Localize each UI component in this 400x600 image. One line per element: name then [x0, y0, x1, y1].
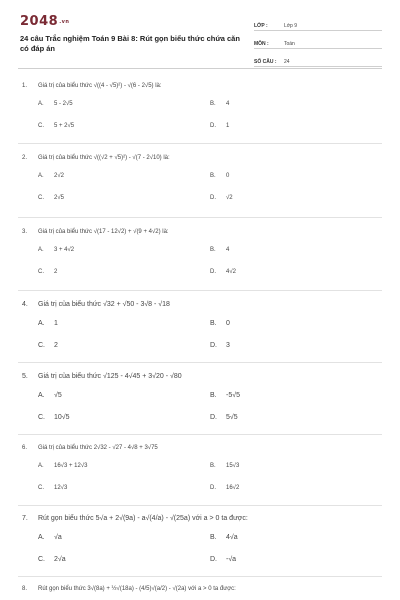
option-text: 5√5	[226, 414, 238, 421]
option-letter: C.	[38, 414, 45, 421]
question-divider	[18, 290, 382, 291]
question-number: 4.	[22, 301, 28, 308]
option-letter: C.	[38, 123, 44, 129]
question-number: 1.	[22, 83, 28, 89]
question-number: 8.	[22, 586, 28, 592]
option-d[interactable]	[210, 195, 233, 201]
question-text: Giá trị của biểu thức √32 + √50 - 3√8 - √18	[38, 301, 170, 308]
option-text: 0	[226, 320, 230, 327]
option-letter: A.	[38, 173, 44, 179]
option-a[interactable]	[38, 101, 73, 107]
option-text: 2√5	[54, 195, 64, 201]
option-letter: A.	[38, 101, 44, 107]
question-2	[22, 155, 382, 201]
document-title: 24 câu Trắc nghiệm Toán 9 Bài 8: Rút gọn biểu thức chứa căn có đáp án	[20, 34, 240, 53]
question-text: Giá trị của biểu thức √((4 - √5)²) - √(6 - 2√5) là:	[38, 83, 162, 89]
option-d[interactable]	[210, 123, 229, 129]
meta-key: MÔN :	[254, 41, 269, 47]
option-d[interactable]	[210, 414, 238, 421]
option-letter: D.	[210, 342, 217, 349]
option-text: 5 + 2√5	[54, 123, 75, 129]
option-a[interactable]	[38, 173, 64, 179]
option-b[interactable]	[210, 463, 239, 469]
option-b[interactable]	[210, 534, 238, 541]
option-text: 15√3	[226, 463, 240, 469]
meta-row-subject	[254, 34, 382, 49]
option-letter: B.	[210, 534, 217, 541]
meta-box	[254, 16, 382, 70]
option-letter: B.	[210, 101, 216, 107]
meta-row-count	[254, 52, 382, 67]
option-letter: C.	[38, 556, 45, 563]
option-text: 3 + 4√2	[54, 247, 75, 253]
question-divider	[18, 505, 382, 506]
option-letter: B.	[210, 463, 216, 469]
option-c[interactable]	[38, 556, 66, 563]
meta-row-class	[254, 16, 382, 31]
option-letter: C.	[38, 195, 44, 201]
option-letter: D.	[210, 195, 216, 201]
option-a[interactable]	[38, 392, 62, 399]
option-text: √2	[226, 195, 233, 201]
option-b[interactable]	[210, 247, 229, 253]
meta-key: LỚP :	[254, 23, 268, 29]
options	[22, 308, 382, 348]
question-divider	[18, 362, 382, 363]
option-text: 0	[226, 173, 230, 179]
option-letter: A.	[38, 392, 45, 399]
option-text: 1	[226, 123, 230, 129]
option-text: √5	[54, 392, 62, 399]
option-a[interactable]	[38, 534, 62, 541]
question-1	[22, 83, 382, 129]
option-c[interactable]	[38, 414, 70, 421]
option-text: 16√2	[226, 485, 240, 491]
option-letter: D.	[210, 485, 216, 491]
question-number: 5.	[22, 373, 28, 380]
options	[22, 380, 382, 420]
option-b[interactable]	[210, 101, 229, 107]
option-text: 12√3	[54, 485, 68, 491]
question-4	[22, 301, 382, 348]
question-5	[22, 373, 382, 420]
option-letter: B.	[210, 392, 217, 399]
option-text: -√a	[226, 556, 237, 563]
option-letter: A.	[38, 463, 44, 469]
option-text: 4	[226, 101, 230, 107]
question-text: Rút gọn biểu thức 5√a + 2√(9a) - a√(4/a) - √(25a) với a > 0 ta được:	[38, 515, 248, 522]
option-c[interactable]	[38, 123, 74, 129]
option-letter: B.	[210, 320, 217, 327]
option-b[interactable]	[210, 173, 229, 179]
option-text: 3	[226, 342, 230, 349]
option-text: 5 - 2√5	[54, 101, 73, 107]
option-a[interactable]	[38, 463, 87, 469]
question-divider	[18, 143, 382, 144]
option-c[interactable]	[38, 269, 57, 275]
logo-suffix: .vn	[59, 18, 70, 25]
option-b[interactable]	[210, 392, 240, 399]
option-c[interactable]	[38, 342, 58, 349]
option-text: 2√a	[54, 556, 66, 563]
option-letter: A.	[38, 247, 44, 253]
option-letter: C.	[38, 485, 44, 491]
question-number: 6.	[22, 445, 28, 451]
options	[22, 235, 382, 275]
option-text: 16√3 + 12√3	[54, 463, 88, 469]
option-letter: D.	[210, 269, 216, 275]
question-7	[22, 515, 382, 562]
option-a[interactable]	[38, 320, 58, 327]
question-text: Giá trị của biểu thức √((√2 + √5)²) - √(7 - 2√10) là:	[38, 155, 170, 161]
question-divider	[18, 576, 382, 577]
options	[22, 161, 382, 201]
question-number: 7.	[22, 515, 28, 522]
question-3	[22, 229, 382, 275]
option-d[interactable]	[210, 485, 239, 491]
question-divider	[18, 434, 382, 435]
header-divider	[18, 68, 382, 69]
option-letter: D.	[210, 414, 217, 421]
option-b[interactable]	[210, 320, 230, 327]
option-letter: B.	[210, 247, 216, 253]
option-d[interactable]	[210, 342, 230, 349]
option-letter: B.	[210, 173, 216, 179]
option-letter: D.	[210, 556, 217, 563]
question-text: Giá trị của biểu thức √125 - 4√45 + 3√20 - √80	[38, 373, 182, 380]
logo-text: 2048	[20, 14, 59, 29]
option-text: 10√5	[54, 414, 70, 421]
options	[22, 522, 382, 562]
option-letter: D.	[210, 123, 216, 129]
option-text: 2	[54, 342, 58, 349]
option-c[interactable]	[38, 195, 64, 201]
option-a[interactable]	[38, 247, 74, 253]
question-6	[22, 445, 382, 491]
option-text: √a	[54, 534, 62, 541]
question-number: 3.	[22, 229, 28, 235]
option-d[interactable]	[210, 269, 236, 275]
site-logo[interactable]	[20, 14, 69, 29]
option-text: 4√a	[226, 534, 238, 541]
option-text: 2√2	[54, 173, 64, 179]
question-number: 2.	[22, 155, 28, 161]
option-letter: A.	[38, 320, 45, 327]
option-letter: C.	[38, 342, 45, 349]
meta-value: Lớp 9	[284, 23, 298, 29]
option-letter: C.	[38, 269, 44, 275]
meta-key: SỐ CÂU :	[254, 59, 277, 65]
option-text: 4	[226, 247, 230, 253]
question-text: Giá trị của biểu thức √(17 - 12√2) + √(9 + 4√2) là:	[38, 229, 169, 235]
options	[22, 451, 382, 491]
option-text: -5√5	[226, 392, 240, 399]
option-d[interactable]	[210, 556, 236, 563]
option-text: 4√2	[226, 269, 236, 275]
question-text: Giá trị của biểu thức 2√32 - √27 - 4√8 + 3√75	[38, 445, 158, 451]
options	[22, 89, 382, 129]
question-divider	[18, 217, 382, 218]
question-8	[22, 586, 382, 592]
option-text: 2	[54, 269, 58, 275]
option-c[interactable]	[38, 485, 67, 491]
option-text: 1	[54, 320, 58, 327]
meta-value: Toán	[284, 41, 295, 47]
question-text: Rút gọn biểu thức 3√(8a) + ½√(18a) - (4/5)√(a/2) - √(2a) với a > 0 ta được:	[38, 586, 236, 592]
meta-value: 24	[284, 59, 290, 65]
option-letter: A.	[38, 534, 45, 541]
